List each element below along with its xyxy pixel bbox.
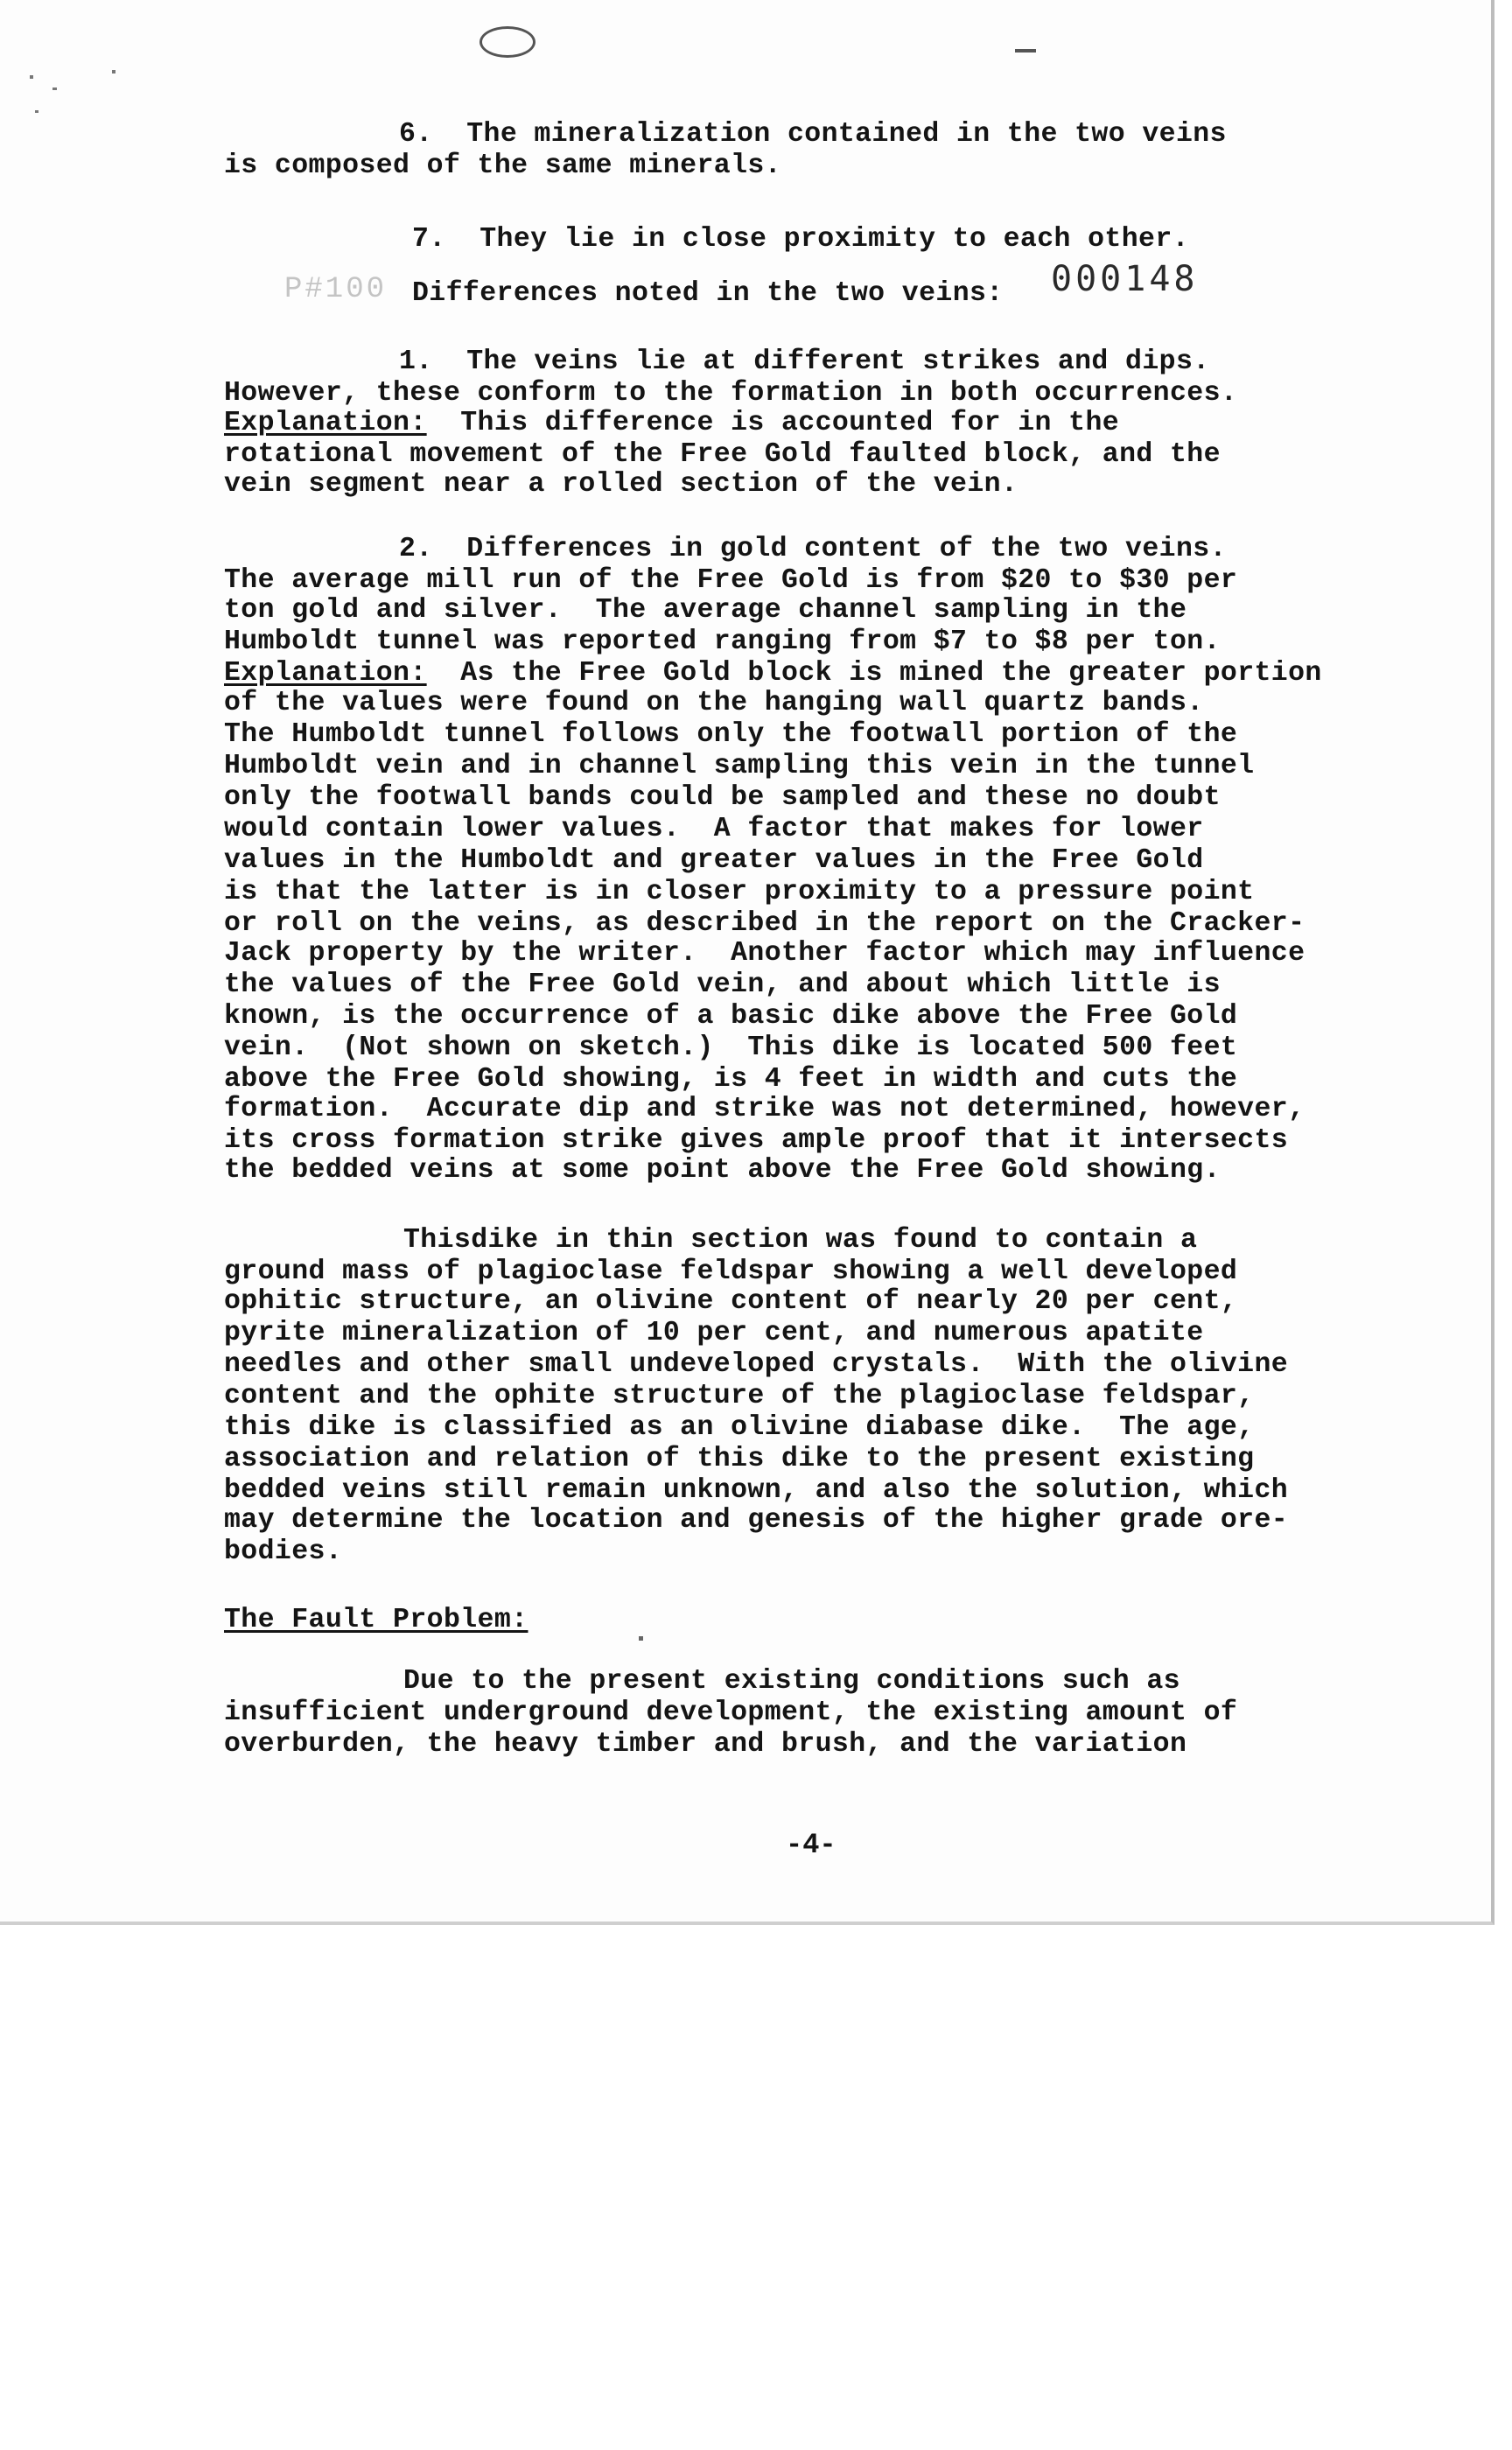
line-text: vein. (Not shown on sketch.) This dike is located 500 feet: [224, 1032, 1238, 1063]
line-text: would contain lower values. A factor that makes for lower: [224, 814, 1204, 844]
text-line: [224, 908, 1305, 940]
text-line: [224, 814, 1204, 845]
scan-speck: [35, 110, 38, 113]
text-line: [224, 751, 1255, 782]
line-text: Thisdike in thin section was found to contain a: [403, 1225, 1198, 1256]
line-text: Jack property by the writer. Another factor which may influence: [224, 938, 1306, 969]
text-line: [224, 1412, 1255, 1444]
text-line: [412, 224, 1189, 256]
section-heading: [224, 1605, 528, 1636]
line-text: 2. Differences in gold content of the two veins.: [399, 534, 1227, 564]
line-text: However, these conform to the formation in both occurrences.: [224, 378, 1238, 409]
text-line: [224, 1318, 1204, 1349]
text-line: [224, 1125, 1288, 1157]
text-line: [224, 565, 1237, 597]
line-text: the values of the Free Gold vein, and about which little is: [224, 970, 1221, 1000]
faint-stamp: P#100: [284, 273, 388, 306]
explanation-label: Explanation:: [224, 408, 427, 438]
line-text: of the values were found on the hanging wall quartz bands.: [224, 688, 1204, 718]
scan-speck: [30, 75, 33, 79]
text-line: [224, 782, 1221, 814]
text-line: [224, 658, 1322, 690]
text-line: [224, 150, 781, 182]
line-text: rotational movement of the Free Gold faulted block, and the: [224, 439, 1221, 470]
line-text: 7. They lie in close proximity to each other.: [412, 224, 1189, 255]
scan-mark-top: [480, 26, 536, 58]
line-text: is that the latter is in closer proximity to a pressure point: [224, 877, 1255, 907]
text-line: [224, 1064, 1237, 1096]
line-text: bedded veins still remain unknown, and also the solution, which: [224, 1475, 1289, 1506]
text-line: [224, 469, 1018, 500]
page-number: -4-: [786, 1829, 836, 1861]
line-text: the bedded veins at some point above the Free Gold showing.: [224, 1155, 1221, 1186]
text-line: [399, 119, 1227, 150]
line-text: values in the Humboldt and greater values in the Free Gold: [224, 845, 1204, 876]
line-text: above the Free Gold showing, is 4 feet in width and cuts the: [224, 1064, 1238, 1095]
line-text: Due to the present existing conditions such as: [403, 1666, 1180, 1697]
text-line: [224, 970, 1221, 1001]
text-line: [399, 346, 1210, 378]
line-text: or roll on the veins, as described in the report on the Cracker-: [224, 908, 1306, 939]
text-line: [224, 1256, 1237, 1288]
line-text: pyrite mineralization of 10 per cent, and numerous apatite: [224, 1318, 1204, 1348]
text-line: [224, 719, 1237, 751]
text-line: [399, 534, 1227, 565]
line-text: ton gold and silver. The average channel sampling in the: [224, 595, 1187, 626]
text-line: [224, 1505, 1288, 1536]
scan-speck: [639, 1636, 643, 1641]
text-line: [224, 439, 1221, 471]
line-text: association and relation of this dike to the present existing: [224, 1444, 1255, 1474]
scan-speck: [112, 70, 116, 74]
text-line: [224, 938, 1305, 970]
text-line: [224, 1286, 1237, 1318]
text-line: [224, 626, 1221, 658]
scan-speck: [52, 88, 57, 90]
line-text: Humboldt vein and in channel sampling this vein in the tunnel: [224, 751, 1255, 781]
line-text: may determine the location and genesis of the higher grade ore-: [224, 1505, 1289, 1536]
text-line: [224, 1155, 1221, 1186]
line-text: its cross formation strike gives ample proof that it intersects: [224, 1125, 1289, 1156]
scan-mark-dash: [1015, 49, 1036, 52]
line-text: content and the ophite structure of the plagioclase feldspar,: [224, 1381, 1255, 1411]
text-line: [224, 688, 1204, 719]
text-line: [412, 278, 1004, 310]
text-line: [224, 1475, 1288, 1507]
line-text: formation. Accurate dip and strike was not determined, however,: [224, 1094, 1306, 1124]
text-line: [224, 1444, 1255, 1475]
line-text: Humboldt tunnel was reported ranging from $7 to $8 per ton.: [224, 626, 1221, 657]
text-line: [224, 877, 1255, 908]
line-text: As the Free Gold block is mined the greater portion: [460, 658, 1322, 689]
line-text: This difference is accounted for in the: [460, 408, 1120, 438]
line-text: needles and other small undeveloped crystals. With the olivine: [224, 1349, 1289, 1380]
text-line: [224, 1698, 1237, 1729]
line-text: is composed of the same minerals.: [224, 150, 782, 181]
text-line: [224, 1001, 1237, 1032]
bates-number: 000148: [1051, 259, 1199, 299]
text-line: [224, 1094, 1305, 1125]
text-line: [224, 595, 1186, 626]
line-text: Differences noted in the two veins:: [412, 278, 1004, 309]
text-line: [403, 1225, 1197, 1256]
line-text: insufficient underground development, the existing amount of: [224, 1698, 1238, 1728]
line-text: overburden, the heavy timber and brush, and the variation: [224, 1729, 1187, 1760]
text-line: [224, 1381, 1255, 1412]
text-line: [224, 1032, 1237, 1064]
line-text: this dike is classified as an olivine diabase dike. The age,: [224, 1412, 1255, 1443]
line-text: 1. The veins lie at different strikes and dips.: [399, 346, 1210, 377]
line-text: The Humboldt tunnel follows only the footwall portion of the: [224, 719, 1238, 750]
line-text: bodies.: [224, 1536, 343, 1567]
text-line: [224, 1536, 342, 1568]
line-text: 6. The mineralization contained in the two veins: [399, 119, 1227, 150]
fault-problem-heading: The Fault Problem:: [224, 1605, 528, 1635]
line-text: known, is the occurrence of a basic dike above the Free Gold: [224, 1001, 1238, 1032]
text-line: [224, 1349, 1288, 1381]
line-text: only the footwall bands could be sampled and these no doubt: [224, 782, 1221, 813]
text-line: [224, 378, 1237, 410]
text-line: [224, 845, 1204, 877]
text-line: [403, 1666, 1180, 1698]
line-text: The average mill run of the Free Gold is from $20 to $30 per: [224, 565, 1238, 596]
line-text: ophitic structure, an olivine content of nearly 20 per cent,: [224, 1286, 1238, 1317]
text-line: [224, 408, 1119, 439]
text-line: [224, 1729, 1186, 1760]
line-text: ground mass of plagioclase feldspar showing a well developed: [224, 1256, 1238, 1287]
line-text: vein segment near a rolled section of the vein.: [224, 469, 1018, 500]
explanation-label: Explanation:: [224, 658, 427, 689]
